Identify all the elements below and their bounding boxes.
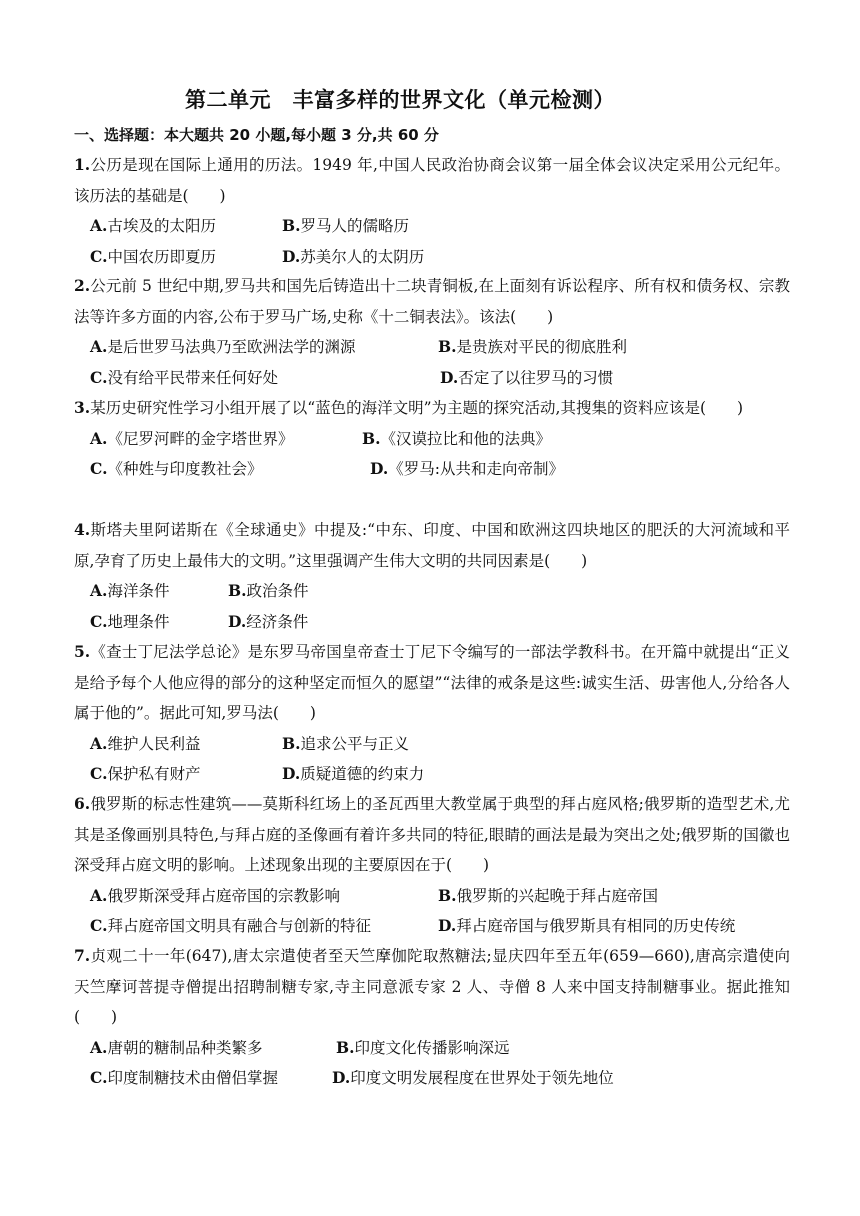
option-b[interactable] <box>438 881 658 912</box>
question-3 <box>74 393 790 485</box>
option-text: 罗马人的儒略历 <box>300 217 410 235</box>
option-label: A. <box>90 1037 108 1057</box>
option-text: 是后世罗马法典乃至欧洲法学的渊源 <box>107 338 356 356</box>
option-text: 没有给平民带来任何好处 <box>107 368 278 387</box>
options-row <box>74 211 790 242</box>
option-label: C. <box>90 1068 108 1087</box>
question-number: 2. <box>74 276 91 295</box>
option-label: B. <box>438 337 457 356</box>
option-c[interactable] <box>90 911 371 942</box>
option-a[interactable] <box>90 576 169 607</box>
question-text: 《查士丁尼法学总论》是东罗马帝国皇帝查士丁尼下令编写的一部法学教科书。在开篇中就提出“正义是给予每个人他应得的部分的这种坚定而恒久的愿望”“法律的戒条是这些:诚实生活、毋害他人,分给各人属于他的”。据此可知,罗马法( ) <box>74 643 790 722</box>
option-label: A. <box>90 885 108 905</box>
option-label: B. <box>438 885 457 905</box>
option-text: 苏美尔人的太阴历 <box>300 247 425 266</box>
question-text: 俄罗斯的标志性建筑——莫斯科红场上的圣瓦西里大教堂属于典型的拜占庭风格;俄罗斯的造型艺术,尤其是圣像画别具特色,与拜占庭的圣像画有着许多共同的特征,眼睛的画法是最为突出之处;俄罗斯的国徽也深受拜占庭文明的影响。上述现象出现的主要原因在于( ) <box>74 795 790 874</box>
question-stem <box>74 393 790 424</box>
option-label: C. <box>90 367 108 387</box>
options-row <box>74 332 790 363</box>
option-text: 是贵族对平民的彻底胜利 <box>456 338 628 356</box>
option-text: 拜占庭帝国文明具有融合与创新的特征 <box>107 917 371 935</box>
option-d[interactable] <box>282 242 424 273</box>
question-stem <box>74 789 790 881</box>
options-row <box>74 911 790 942</box>
option-b[interactable] <box>336 1033 510 1064</box>
option-b[interactable] <box>438 332 627 363</box>
question-text: 公元前 5 世纪中期,罗马共和国先后铸造出十二块青铜板,在上面刻有诉讼程序、所有权和债务权、宗教法等许多方面的内容,公布于罗马广场,史称《十二铜表法》。该法( ) <box>74 277 790 326</box>
option-text: 俄罗斯深受拜占庭帝国的宗教影响 <box>107 886 340 905</box>
option-label: C. <box>90 764 108 783</box>
option-b[interactable] <box>282 729 409 760</box>
option-label: A. <box>90 337 108 356</box>
option-label: D. <box>332 1068 351 1087</box>
options-row <box>74 242 790 273</box>
options-row <box>74 607 790 638</box>
question-4 <box>74 515 790 637</box>
option-d[interactable] <box>370 454 564 485</box>
question-number: 1. <box>74 155 91 174</box>
options-row <box>74 454 790 485</box>
option-d[interactable] <box>228 607 308 638</box>
option-d[interactable] <box>440 363 613 394</box>
option-label: D. <box>440 367 459 387</box>
question-text: 贞观二十一年(647),唐太宗遣使者至天竺摩伽陀取熬糖法;显庆四年至五年(659—660),唐高宗遣使向天竺摩诃菩提寺僧提出招聘制糖专家,寺主同意派专家 2 人、寺僧 8 人来中国支持制糖事业。据此推知( ) <box>74 947 790 1026</box>
option-text: 古埃及的太阳历 <box>107 217 216 235</box>
option-label: B. <box>362 428 381 448</box>
option-text: 拜占庭帝国与俄罗斯具有相同的历史传统 <box>456 917 736 935</box>
option-a[interactable] <box>90 729 200 760</box>
question-number: 3. <box>74 398 91 417</box>
option-text: 海洋条件 <box>107 582 170 600</box>
option-text: 保护私有财产 <box>107 765 201 783</box>
question-stem <box>74 941 790 1033</box>
question-6 <box>74 789 790 942</box>
question-5 <box>74 637 790 790</box>
option-text: 追求公平与正义 <box>300 734 410 753</box>
question-stem <box>74 271 790 332</box>
question-2 <box>74 271 790 393</box>
option-a[interactable] <box>90 332 355 363</box>
option-text: 《汉谟拉比和他的法典》 <box>380 429 552 448</box>
option-a[interactable] <box>90 1033 262 1064</box>
options-row <box>74 363 790 394</box>
question-7 <box>74 941 790 1094</box>
option-a[interactable] <box>90 424 293 455</box>
option-c[interactable] <box>90 242 216 273</box>
options-row <box>74 881 790 912</box>
option-label: C. <box>90 459 108 478</box>
option-d[interactable] <box>282 759 424 790</box>
option-label: C. <box>90 246 108 266</box>
option-label: D. <box>228 611 247 631</box>
option-text: 中国农历即夏历 <box>107 247 216 266</box>
options-row <box>74 576 790 607</box>
option-b[interactable] <box>362 424 551 455</box>
option-b[interactable] <box>282 211 409 242</box>
option-text: 地理条件 <box>107 612 170 631</box>
option-a[interactable] <box>90 881 340 912</box>
question-stem <box>74 150 790 211</box>
option-text: 印度文明发展程度在世界处于领先地位 <box>350 1069 614 1087</box>
option-text: 质疑道德的约束力 <box>300 765 425 783</box>
option-c[interactable] <box>90 363 278 394</box>
option-label: A. <box>90 733 108 753</box>
option-label: B. <box>228 581 247 600</box>
page-title: 第二单元 丰富多样的世界文化（单元检测） <box>185 88 615 112</box>
question-number: 5. <box>74 642 91 661</box>
option-c[interactable] <box>90 759 200 790</box>
option-label: B. <box>282 216 301 235</box>
option-a[interactable] <box>90 211 216 242</box>
option-label: C. <box>90 916 108 935</box>
question-number: 4. <box>74 520 91 539</box>
question-text: 某历史研究性学习小组开展了以“蓝色的海洋文明”为主题的探究活动,其搜集的资料应该是( ) <box>90 399 744 417</box>
option-c[interactable] <box>90 1063 278 1094</box>
option-label: A. <box>90 216 108 235</box>
section-heading: 一、选择题：本大题共 20 小题,每小题 3 分,共 60 分 <box>74 126 439 144</box>
question-stem <box>74 515 790 576</box>
options-row <box>74 1063 790 1094</box>
option-text: 《尼罗河畔的金字塔世界》 <box>107 429 294 448</box>
option-text: 维护人民利益 <box>107 734 201 753</box>
option-c[interactable] <box>90 607 169 638</box>
option-label: D. <box>370 459 389 478</box>
option-text: 经济条件 <box>246 612 309 631</box>
options-row <box>74 1033 790 1064</box>
option-label: B. <box>282 733 301 753</box>
question-stem <box>74 637 790 729</box>
option-b[interactable] <box>228 576 309 607</box>
question-text: 斯塔夫里阿诺斯在《全球通史》中提及:“中东、印度、中国和欧洲这四块地区的肥沃的大河流域和平原,孕育了历史上最伟大的文明。”这里强调产生伟大文明的共同因素是( ) <box>74 521 790 570</box>
option-text: 俄罗斯的兴起晚于拜占庭帝国 <box>456 886 659 905</box>
options-row <box>74 759 790 790</box>
option-text: 《种姓与印度教社会》 <box>107 460 263 478</box>
question-number: 6. <box>74 794 91 813</box>
option-text: 印度文化传播影响深远 <box>354 1038 510 1057</box>
option-text: 政治条件 <box>246 582 309 600</box>
option-label: D. <box>282 246 301 266</box>
options-row <box>74 424 790 455</box>
option-text: 印度制糖技术由僧侣掌握 <box>107 1069 278 1087</box>
option-d[interactable] <box>332 1063 614 1094</box>
option-label: D. <box>438 916 457 935</box>
question-number: 7. <box>74 946 91 965</box>
option-text: 《罗马:从共和走向帝制》 <box>388 460 565 478</box>
option-label: D. <box>282 764 301 783</box>
option-d[interactable] <box>438 911 735 942</box>
question-1 <box>74 150 790 272</box>
option-label: A. <box>90 581 108 600</box>
options-row <box>74 729 790 760</box>
option-label: C. <box>90 611 108 631</box>
option-text: 否定了以往罗马的习惯 <box>458 368 614 387</box>
option-c[interactable] <box>90 454 262 485</box>
option-label: B. <box>336 1037 355 1057</box>
question-text: 公历是现在国际上通用的历法。1949 年,中国人民政治协商会议第一届全体会议决定采用公元纪年。该历法的基础是( ) <box>74 156 790 205</box>
option-text: 唐朝的糖制品种类繁多 <box>107 1038 263 1057</box>
option-label: A. <box>90 428 108 448</box>
